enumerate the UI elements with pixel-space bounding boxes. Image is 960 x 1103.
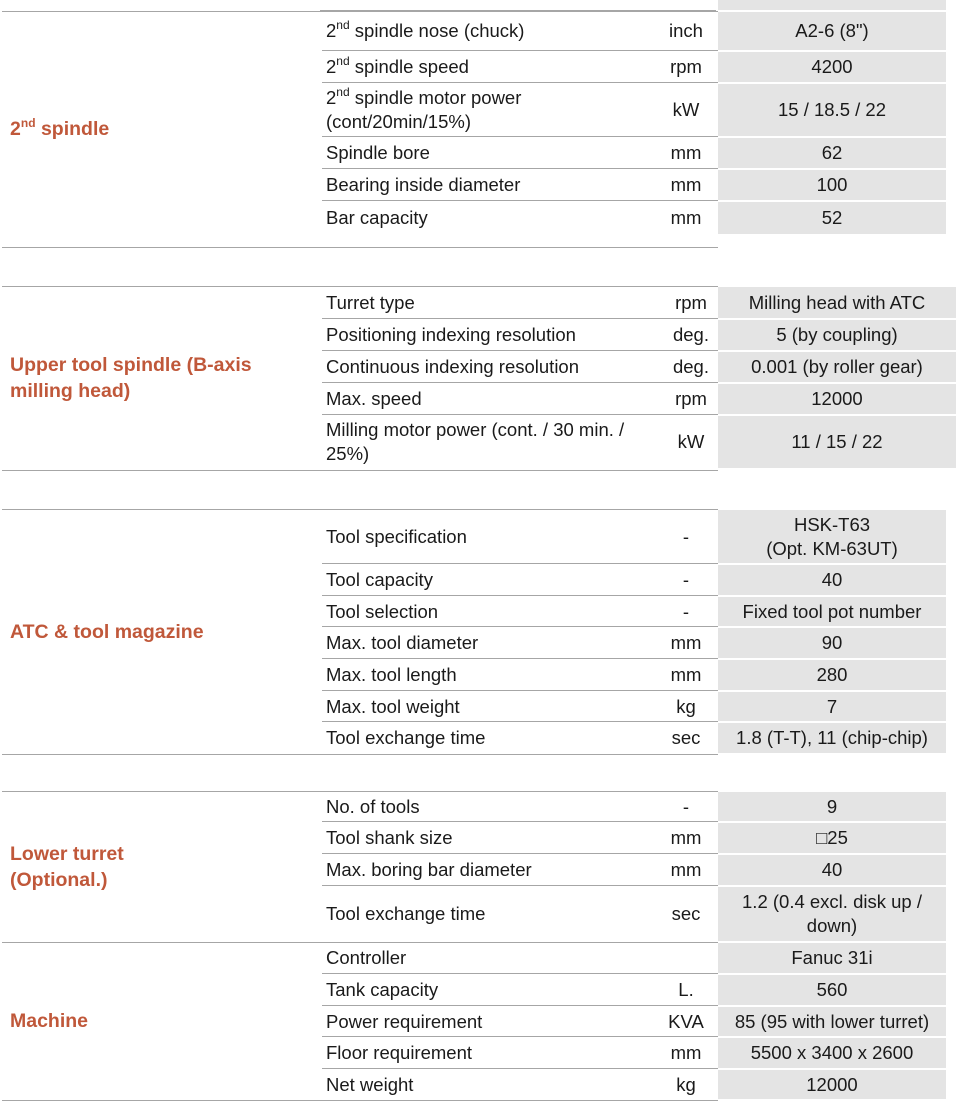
row-parameter	[326, 854, 666, 886]
row-parameter	[326, 11, 666, 51]
row-parameter	[326, 383, 666, 415]
section-bottom-border	[2, 247, 718, 248]
row-value: 11 / 15 / 22	[718, 416, 956, 468]
row-unit: -	[682, 569, 690, 590]
table-row	[320, 319, 960, 351]
row-unit	[651, 942, 721, 974]
parameter-text: Max. speed	[326, 388, 422, 409]
row-parameter	[326, 627, 666, 659]
parameter-text: Bar capacity	[326, 207, 428, 228]
row-parameter	[326, 509, 666, 564]
row-value: 1.8 (T-T), 11 (chip-chip)	[718, 723, 946, 753]
row-unit: mm	[670, 632, 702, 653]
row-unit: -	[682, 525, 690, 547]
table-row	[320, 627, 960, 659]
row-parameter	[326, 351, 666, 383]
row-value: 4200	[718, 52, 946, 82]
row-unit: rpm	[675, 388, 707, 409]
row-unit: mm	[670, 207, 702, 228]
category-text: Upper tool spindle (B-axis milling head)	[10, 354, 252, 402]
row-parameter	[326, 169, 666, 201]
parameter-text: Net weight	[326, 1073, 414, 1095]
table-row	[320, 722, 960, 754]
table-row	[320, 659, 960, 691]
table-row	[320, 351, 960, 383]
category-text: Lower turret (Optional.)	[10, 842, 124, 891]
row-unit: rpm	[670, 56, 702, 77]
table-row	[320, 169, 960, 201]
table-row	[320, 942, 960, 974]
row-unit: mm	[670, 664, 702, 685]
parameter-text: Tool exchange time	[326, 727, 486, 748]
table-row	[320, 691, 960, 722]
row-value: 12000	[718, 384, 956, 414]
row-parameter	[326, 83, 666, 137]
category-text: 2nd spindle	[10, 116, 110, 140]
row-unit: kW	[672, 99, 700, 120]
parameter-text: Controller	[326, 947, 407, 968]
category-text: Machine	[10, 1010, 89, 1032]
section-bottom-border	[2, 754, 718, 755]
row-parameter	[326, 319, 666, 351]
parameter-text: Tool selection	[326, 600, 439, 622]
row-value: Milling head with ATC	[718, 287, 956, 318]
row-value: 9	[718, 792, 946, 821]
parameter-text: Floor requirement	[326, 1042, 473, 1063]
table-row	[320, 137, 960, 169]
parameter-text: Continuous indexing resolution	[326, 356, 580, 377]
row-parameter	[326, 564, 666, 596]
row-parameter	[326, 691, 666, 722]
row-value: 90	[718, 628, 946, 658]
table-row	[320, 383, 960, 415]
row-parameter	[326, 1037, 666, 1069]
row-value: 1.2 (0.4 excl. disk up / down)	[718, 887, 946, 941]
parameter-text: Positioning indexing resolution	[326, 324, 576, 345]
table-row	[320, 564, 960, 596]
category-label	[10, 791, 124, 942]
row-unit: mm	[670, 827, 702, 848]
parameter-text: Tank capacity	[326, 979, 439, 1000]
row-unit: kg	[676, 1073, 696, 1095]
table-row	[320, 822, 960, 854]
table-row	[320, 854, 960, 886]
row-value: 5 (by coupling)	[718, 320, 956, 350]
row-parameter	[326, 659, 666, 691]
table-row	[320, 886, 960, 942]
row-unit: -	[682, 795, 690, 817]
category-label	[10, 509, 204, 754]
row-unit: mm	[670, 1042, 702, 1063]
value-column-top-strip	[718, 0, 946, 10]
category-label	[10, 286, 252, 470]
row-value: □25	[718, 823, 946, 853]
row-parameter	[326, 286, 666, 319]
table-row	[320, 509, 960, 564]
row-parameter	[326, 791, 666, 822]
row-unit: kg	[676, 695, 696, 717]
row-parameter	[326, 51, 666, 83]
table-row	[320, 974, 960, 1006]
table-row	[320, 791, 960, 822]
row-unit: sec	[671, 727, 701, 748]
parameter-text: 2nd spindle nose (chuck)	[326, 18, 525, 41]
row-value: 100	[718, 170, 946, 200]
row-value: 280	[718, 660, 946, 690]
row-value: 62	[718, 138, 946, 168]
parameter-text: Max. tool length	[326, 664, 457, 685]
row-value: 40	[718, 565, 946, 595]
table-row	[320, 1069, 960, 1100]
table-row	[320, 415, 960, 469]
row-parameter	[326, 137, 666, 169]
table-row	[320, 1006, 960, 1037]
parameter-text: Max. boring bar diameter	[326, 859, 532, 880]
parameter-text: 2nd spindle speed	[326, 54, 469, 77]
table-row	[320, 51, 960, 83]
row-unit: deg.	[672, 356, 709, 377]
row-value: HSK-T63 (Opt. KM-63UT)	[718, 510, 946, 563]
row-unit: deg.	[672, 324, 709, 345]
category-label	[10, 942, 88, 1100]
parameter-text: Tool specification	[326, 525, 467, 547]
row-value: Fixed tool pot number	[718, 597, 946, 626]
table-row	[320, 83, 960, 137]
row-unit: sec	[671, 903, 701, 924]
row-value: 560	[718, 975, 946, 1005]
row-unit: -	[682, 600, 690, 622]
row-parameter	[326, 596, 666, 627]
table-row	[320, 286, 960, 319]
row-value: A2-6 (8")	[718, 12, 946, 50]
row-parameter	[326, 1006, 666, 1037]
row-unit: mm	[670, 174, 702, 195]
category-label	[10, 11, 109, 247]
row-unit: inch	[669, 20, 703, 41]
row-unit: L.	[678, 979, 694, 1000]
row-value: 12000	[718, 1070, 946, 1099]
row-unit: mm	[670, 859, 702, 880]
row-value: 15 / 18.5 / 22	[718, 84, 946, 136]
table-row	[320, 596, 960, 627]
section-bottom-border	[2, 470, 718, 471]
table-row	[320, 201, 960, 235]
parameter-text: Max. tool weight	[326, 695, 460, 717]
parameter-text: Bearing inside diameter	[326, 174, 521, 195]
row-unit: KVA	[668, 1010, 704, 1032]
row-value: Fanuc 31i	[718, 943, 946, 973]
parameter-text: Tool exchange time	[326, 903, 486, 924]
row-parameter	[326, 415, 666, 469]
parameter-text: Max. tool diameter	[326, 632, 479, 653]
category-text: ATC & tool magazine	[10, 620, 204, 643]
parameter-text: Tool shank size	[326, 827, 453, 848]
parameter-text: No. of tools	[326, 795, 420, 817]
row-parameter	[326, 822, 666, 854]
row-unit: mm	[670, 142, 702, 163]
row-value: 7	[718, 692, 946, 721]
row-parameter	[326, 201, 666, 235]
table-row	[320, 11, 960, 51]
parameter-text: Turret type	[326, 291, 415, 313]
row-parameter	[326, 722, 666, 754]
parameter-text: Power requirement	[326, 1010, 483, 1032]
row-value: 0.001 (by roller gear)	[718, 352, 956, 382]
row-unit: kW	[677, 431, 705, 452]
row-value: 40	[718, 855, 946, 885]
row-unit: rpm	[675, 291, 707, 313]
row-parameter	[326, 974, 666, 1006]
parameter-text: Milling motor power (cont. / 30 min. / 25%)	[326, 419, 625, 464]
row-parameter	[326, 942, 666, 974]
row-parameter	[326, 886, 666, 942]
section-bottom-border	[2, 1100, 718, 1101]
table-row	[320, 1037, 960, 1069]
parameter-text: Spindle bore	[326, 142, 430, 163]
row-value: 85 (95 with lower turret)	[718, 1007, 946, 1036]
parameter-text: 2nd spindle motor power (cont/20min/15%)	[326, 85, 522, 132]
row-value: 52	[718, 202, 946, 234]
row-parameter	[326, 1069, 666, 1100]
row-value: 5500 x 3400 x 2600	[718, 1038, 946, 1068]
parameter-text: Tool capacity	[326, 569, 433, 590]
